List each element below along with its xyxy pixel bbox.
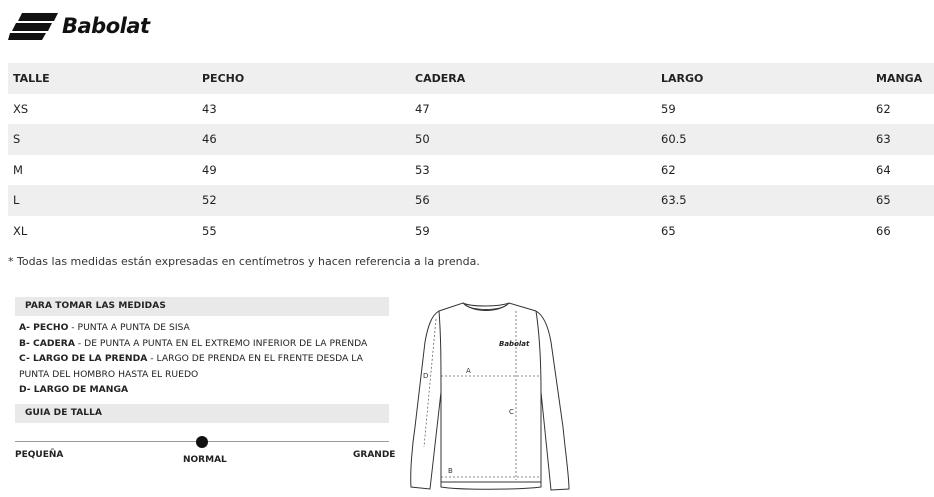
cell-manga: 63 — [876, 132, 891, 147]
measure-item-b: B- CADERA - DE PUNTA A PUNTA EN EL EXTREMO INFERIOR DE LA PRENDA — [19, 337, 368, 349]
table-row — [8, 94, 934, 125]
measure-item-c: C- LARGO DE LA PRENDA - LARGO DE PRENDA EN EL FRENTE DESDA LA PUNTA DEL HOMBRO HASTA EL RUEDO — [19, 353, 363, 380]
header-manga: MANGA — [876, 71, 923, 85]
cell-talle: L — [13, 193, 20, 208]
table-row — [8, 185, 934, 216]
label-c: C — [509, 408, 514, 416]
shirt-diagram — [403, 297, 573, 495]
measure-section-title: PARA TOMAR LAS MEDIDAS — [15, 297, 389, 316]
header-cadera: CADERA — [415, 71, 466, 85]
table-header-row — [8, 63, 934, 94]
cell-largo: 62 — [661, 162, 676, 177]
shirt-brand-label: Babolat — [499, 340, 530, 348]
measurement-note: * Todas las medidas están expresadas en centímetros y hacen referencia a la prenda. — [8, 255, 480, 268]
cell-largo: 60.5 — [661, 132, 687, 147]
cell-talle: S — [13, 132, 21, 147]
cell-manga: 66 — [876, 223, 891, 238]
cell-talle: XL — [13, 223, 28, 238]
cell-cadera: 59 — [415, 223, 430, 238]
cell-talle: XS — [13, 101, 29, 116]
cell-manga: 64 — [876, 162, 891, 177]
cell-largo: 59 — [661, 101, 676, 116]
label-d: D — [423, 372, 429, 380]
table-row — [8, 155, 934, 186]
cell-manga: 62 — [876, 101, 891, 116]
measure-instructions — [19, 320, 389, 398]
measure-lines — [424, 311, 541, 480]
label-a: A — [466, 367, 471, 375]
cell-pecho: 52 — [202, 193, 217, 208]
cell-cadera: 47 — [415, 101, 430, 116]
fit-label-normal: NORMAL — [183, 455, 227, 465]
size-table — [8, 63, 934, 246]
cell-cadera: 56 — [415, 193, 430, 208]
cell-cadera: 53 — [415, 162, 430, 177]
cell-talle: M — [13, 162, 23, 177]
brand-logo — [8, 11, 150, 41]
fit-label-large: GRANDE — [353, 450, 396, 460]
fit-guide-title: GUIA DE TALLA — [15, 404, 389, 423]
table-row — [8, 124, 934, 155]
cell-pecho: 46 — [202, 132, 217, 147]
cell-pecho: 43 — [202, 101, 217, 116]
label-b: B — [448, 467, 453, 475]
cell-largo: 65 — [661, 223, 676, 238]
table-row — [8, 216, 934, 247]
cell-pecho: 49 — [202, 162, 217, 177]
header-talle: TALLE — [13, 71, 50, 85]
fit-scale-marker — [196, 436, 208, 448]
fit-label-small: PEQUEÑA — [15, 450, 64, 460]
cell-pecho: 55 — [202, 223, 217, 238]
measure-item-d: D- LARGO DE MANGA — [19, 384, 129, 395]
brand-name: Babolat — [62, 14, 150, 38]
cell-manga: 65 — [876, 193, 891, 208]
header-pecho: PECHO — [202, 71, 245, 85]
measure-item-a: A- PECHO - PUNTA A PUNTA DE SISA — [19, 322, 190, 333]
cell-cadera: 50 — [415, 132, 430, 147]
header-largo: LARGO — [661, 71, 704, 85]
babolat-swoosh-icon — [8, 12, 58, 40]
cell-largo: 63.5 — [661, 193, 687, 208]
